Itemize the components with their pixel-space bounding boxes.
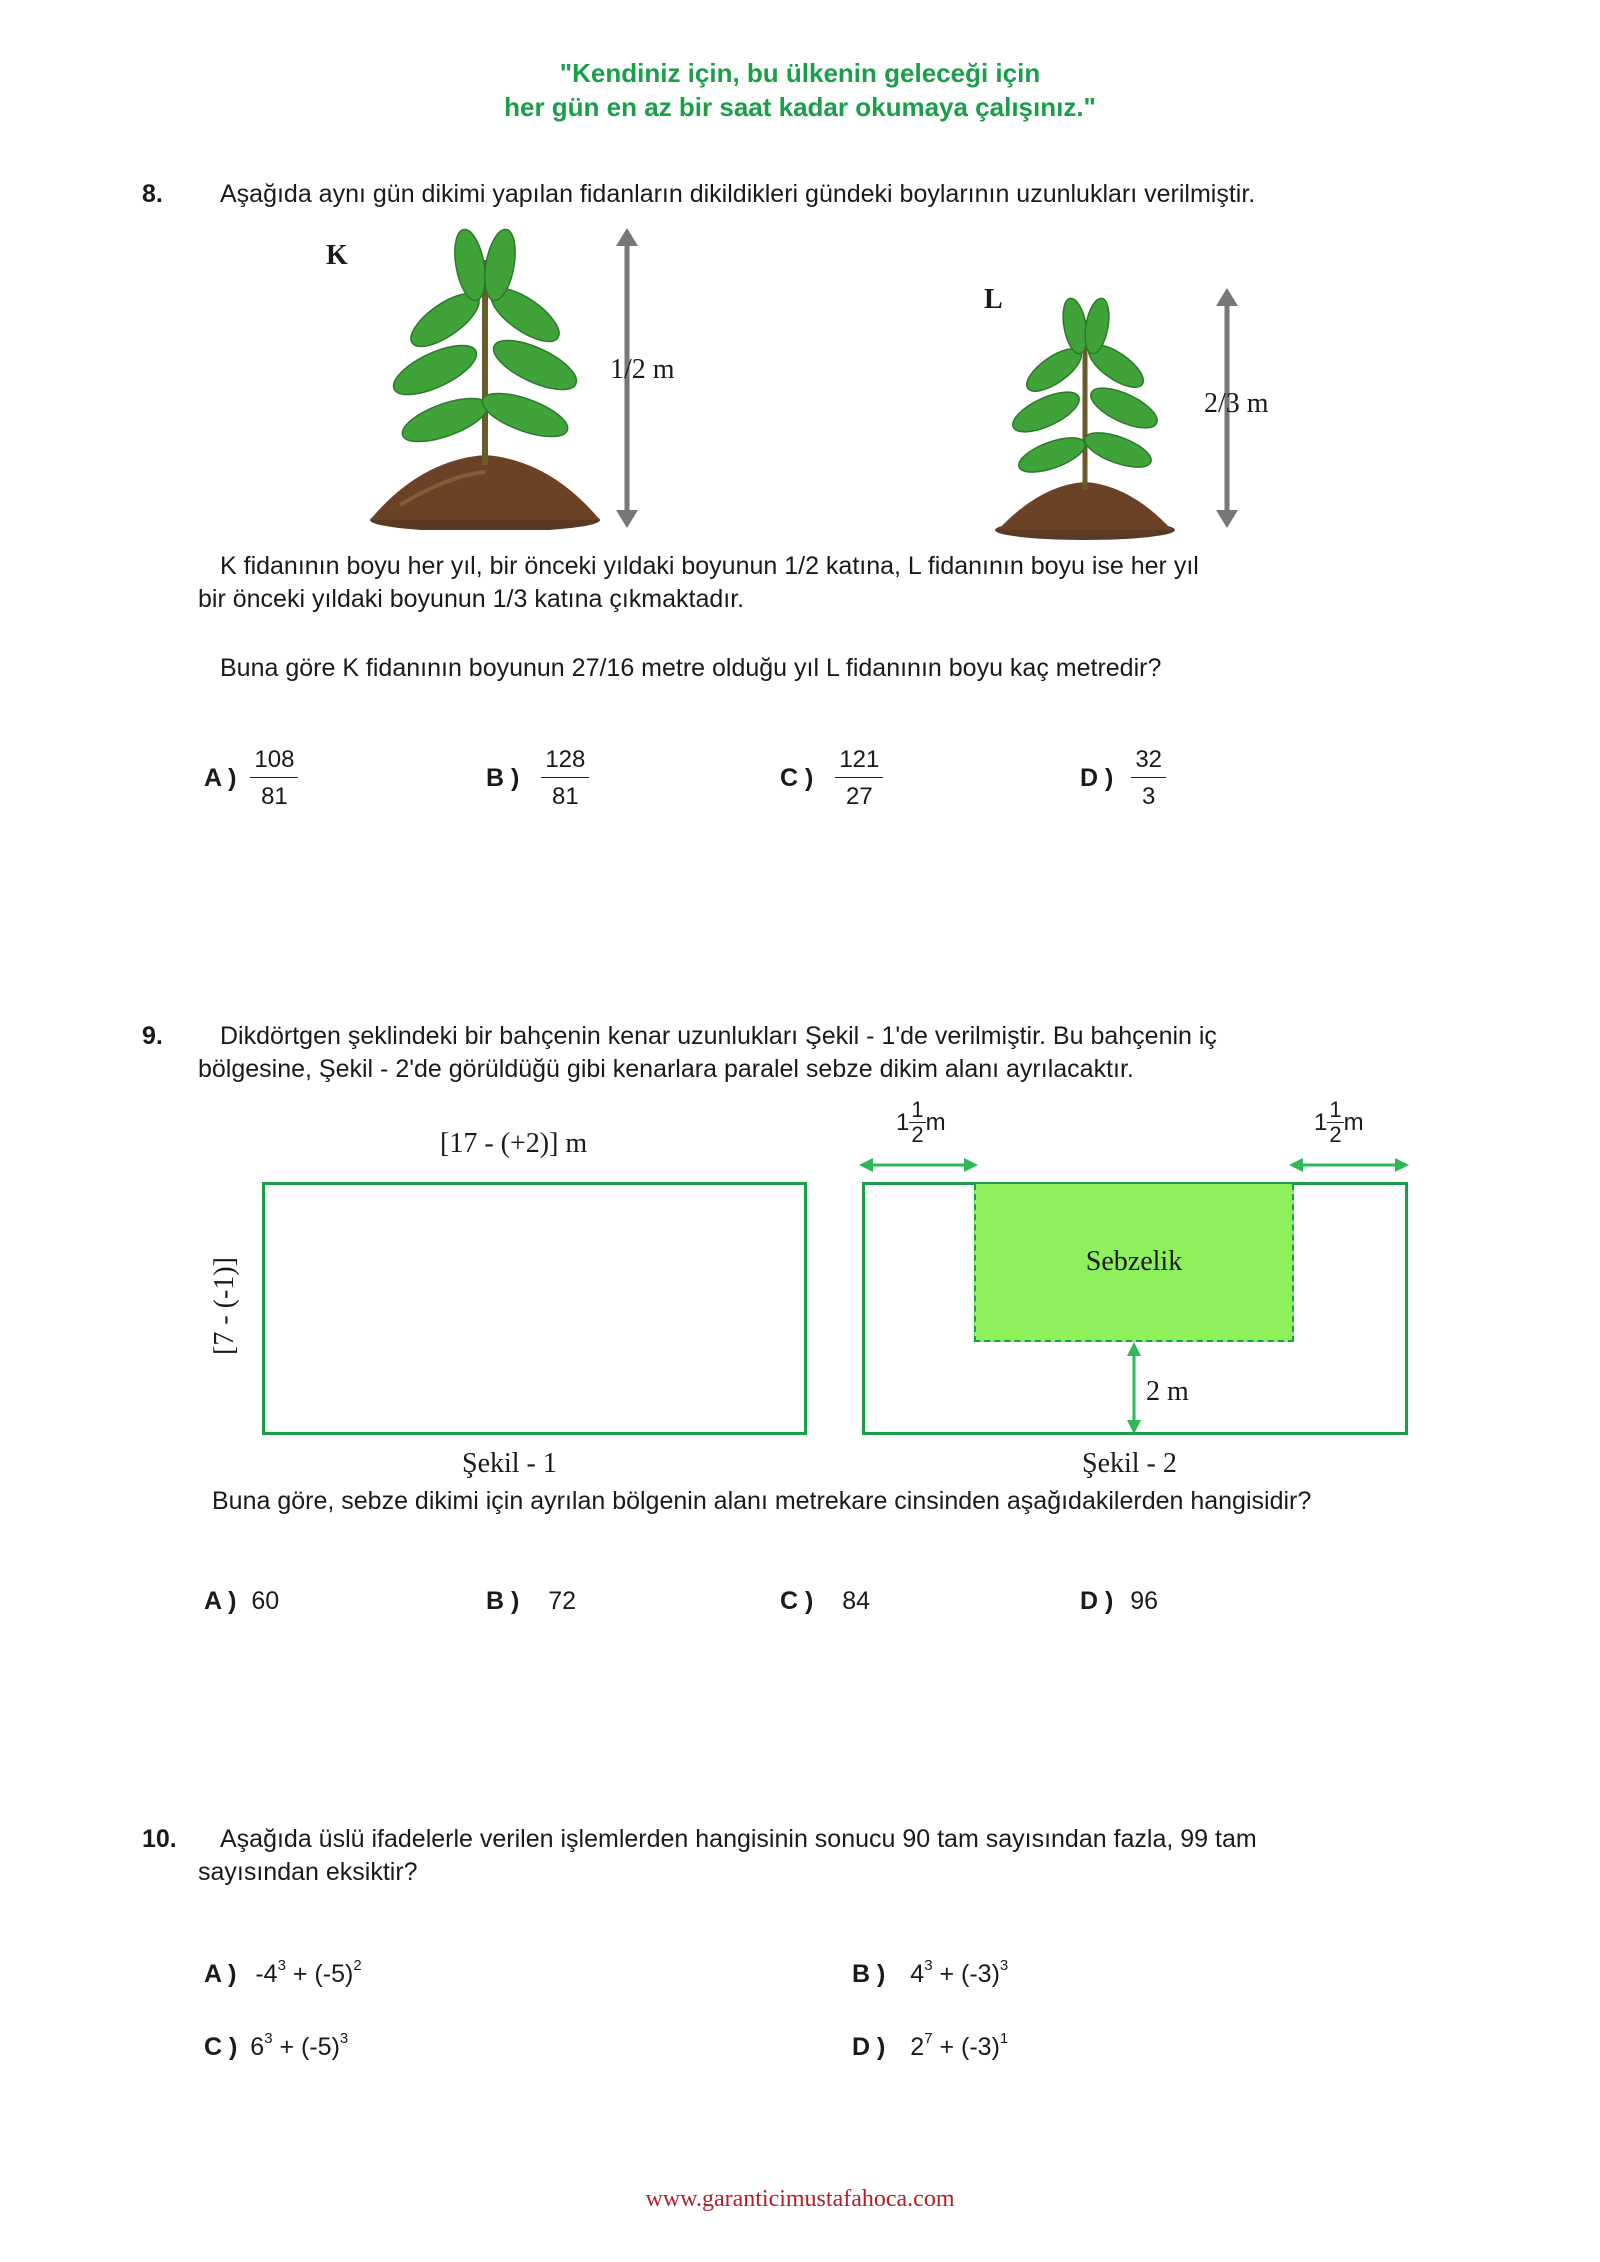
q8-option-a[interactable] [204, 745, 298, 812]
fraction-numerator: 32 [1131, 745, 1166, 778]
option-middle: + (-5) [285, 1960, 354, 1988]
option-letter: B ) [486, 1587, 520, 1615]
option-letter: B ) [486, 764, 520, 792]
option-exponent2: 3 [999, 1957, 1009, 1974]
q9-option-b[interactable] [486, 1587, 576, 1616]
q9-option-a[interactable] [204, 1587, 279, 1616]
fraction-denominator: 3 [1142, 783, 1156, 810]
question-8-intro: Aşağıda aynı gün dikimi yapılan fidanların dikildikleri gündeki boylarının uzunlukları verilmiştir. [220, 180, 1256, 208]
question-9-text-line2: bölgesine, Şekil - 2'de görüldüğü gibi kenarlara paralel sebze dikim alanı ayrılacaktır. [198, 1055, 1134, 1083]
option-letter: C ) [204, 2033, 238, 2061]
option-fraction [541, 745, 589, 812]
fig1-caption: Şekil - 1 [462, 1448, 557, 1479]
option-value: 72 [548, 1587, 577, 1615]
option-value: 84 [842, 1587, 871, 1615]
question-9-question: Buna göre, sebze dikimi için ayrılan bölgenin alanı metrekare cinsinden aşağıdakilerden hangisidir? [212, 1487, 1312, 1515]
header-quote-line1: "Kendiniz için, bu ülkenin geleceği için [559, 58, 1041, 88]
plant-k-illustration [360, 220, 610, 530]
fig2-bottom-label: 2 m [1146, 1376, 1189, 1407]
option-letter: A ) [204, 764, 237, 792]
mixed-whole: 1 [896, 1108, 910, 1136]
option-letter: B ) [852, 1960, 886, 1988]
option-base1: 2 [910, 2033, 925, 2061]
q10-option-a[interactable] [204, 1957, 362, 1989]
question-8-text-line2: bir önceki yıldaki boyunun 1/3 katına çıkmaktadır. [198, 585, 745, 613]
question-9-number: 9. [142, 1022, 163, 1050]
option-letter: D ) [1080, 1587, 1114, 1615]
question-8-question: Buna göre K fidanının boyunun 27/16 metre olduğu yıl L fidanının boyu kaç metredir? [220, 654, 1162, 682]
option-fraction [250, 745, 298, 812]
fig2-garden-label: Sebzelik [1085, 1246, 1183, 1277]
mixed-fraction [909, 1098, 925, 1147]
q10-option-b[interactable] [852, 1957, 1009, 1989]
footer-website[interactable]: www.garanticimustafahoca.com [645, 2186, 955, 2212]
option-base1: 6 [250, 2033, 265, 2061]
fraction-denominator: 27 [846, 783, 873, 810]
mixed-whole: 1 [1314, 1108, 1328, 1136]
plant-k-height-label: 1/2 m [610, 354, 675, 385]
plant-l-label: L [984, 284, 1003, 315]
question-10-text-line1: Aşağıda üslü ifadelerle verilen işlemlerden hangisinin sonucu 90 tam sayısından fazla, 99 tam [220, 1825, 1257, 1853]
option-exponent2: 1 [999, 2030, 1009, 2047]
q8-option-d[interactable] [1080, 745, 1166, 812]
option-exponent1: 3 [264, 2030, 273, 2047]
option-middle: + (-3) [932, 1960, 1000, 1988]
question-10-number: 10. [142, 1825, 177, 1853]
fraction-numerator: 1 [1329, 1097, 1342, 1122]
option-letter: D ) [852, 2033, 886, 2061]
option-value: 60 [251, 1587, 280, 1615]
option-fraction [835, 745, 883, 812]
fig2-dimension-arrows [855, 1150, 1415, 1440]
option-exponent1: 3 [924, 1957, 933, 1974]
fraction-denominator: 81 [552, 783, 579, 810]
option-letter: C ) [780, 764, 814, 792]
option-exponent1: 3 [277, 1957, 286, 1974]
q8-option-b[interactable] [486, 745, 589, 812]
fig2-caption: Şekil - 2 [1082, 1448, 1177, 1479]
q9-option-d[interactable] [1080, 1587, 1158, 1616]
question-9-text-line1: Dikdörtgen şeklindeki bir bahçenin kenar uzunlukları Şekil - 1'de verilmiştir. Bu bahçenin iç [220, 1022, 1217, 1050]
fig1-height-label: [7 - (-1)] [209, 1257, 240, 1355]
option-base1: -4 [255, 1960, 278, 1988]
fraction-numerator: 121 [835, 745, 883, 778]
option-letter: D ) [1080, 764, 1114, 792]
mixed-fraction [1327, 1098, 1343, 1147]
option-letter: A ) [204, 1960, 237, 1988]
plant-l-height-label: 2/3 m [1204, 388, 1269, 419]
q10-option-c[interactable] [204, 2030, 349, 2062]
q9-option-c[interactable] [780, 1587, 870, 1616]
question-8-text-line1: K fidanının boyu her yıl, bir önceki yıldaki boyunun 1/2 katına, L fidanının boyu ise her yıl [220, 552, 1199, 580]
fraction-numerator: 1 [911, 1097, 924, 1122]
fig2-left-mixed-number [896, 1098, 946, 1147]
header-quote-line2: her gün en az bir saat kadar okumaya çalışınız." [504, 92, 1096, 122]
q8-option-c[interactable] [780, 745, 883, 812]
option-letter: C ) [780, 1587, 814, 1615]
fraction-denominator: 2 [911, 1122, 924, 1147]
fig1-width-label: [17 - (+2)] m [440, 1128, 588, 1159]
q10-option-d[interactable] [852, 2030, 1009, 2062]
unit: m [925, 1108, 946, 1136]
unit: m [1343, 1108, 1364, 1136]
option-exponent2: 3 [339, 2030, 349, 2047]
plant-l-illustration [990, 290, 1180, 540]
fraction-numerator: 128 [541, 745, 589, 778]
question-10-text-line2: sayısından eksiktir? [198, 1858, 418, 1886]
fraction-denominator: 81 [261, 783, 288, 810]
option-middle: + (-5) [272, 2033, 340, 2061]
option-letter: A ) [204, 1587, 237, 1615]
fig1-rectangle [262, 1182, 807, 1435]
option-value: 96 [1130, 1587, 1159, 1615]
plant-k-label: K [326, 240, 348, 271]
fig2-right-mixed-number [1314, 1098, 1364, 1147]
option-exponent2: 2 [353, 1957, 362, 1974]
fraction-denominator: 2 [1329, 1122, 1342, 1147]
option-fraction [1131, 745, 1166, 812]
option-base1: 4 [910, 1960, 925, 1988]
option-exponent1: 7 [924, 2030, 933, 2047]
fraction-numerator: 108 [250, 745, 298, 778]
option-middle: + (-3) [932, 2033, 1000, 2061]
question-8-number: 8. [142, 180, 163, 208]
